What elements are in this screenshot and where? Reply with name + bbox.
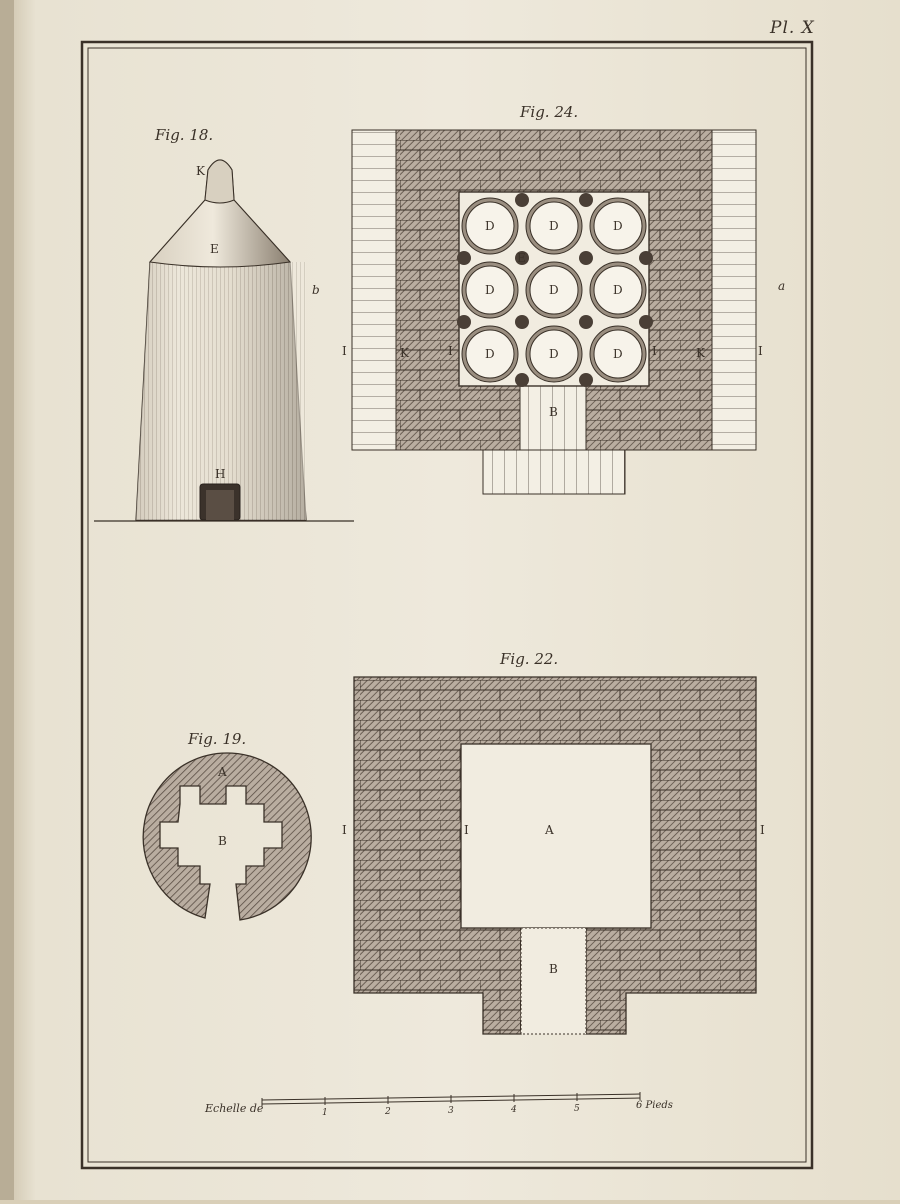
- fig22-label-b: B: [549, 962, 558, 976]
- fig24-front-entry: [483, 450, 625, 494]
- fuel-hole: [579, 373, 593, 387]
- pot-label-d: D: [485, 347, 495, 361]
- pot-label-d: D: [485, 283, 495, 297]
- pot-label-d: D: [613, 347, 623, 361]
- fuel-hole: [457, 251, 471, 265]
- scale-end-label: 6 Pieds: [636, 1100, 673, 1111]
- book-gutter: [0, 0, 14, 1200]
- fuel-hole: [579, 315, 593, 329]
- fig24-title: Fig. 24.: [520, 103, 579, 121]
- fuel-hole: [639, 315, 653, 329]
- fig24-label-k-right: K: [696, 346, 705, 360]
- pot-label-d: D: [613, 219, 623, 233]
- fig22-passage-b: [521, 928, 586, 1034]
- fig22-label-i-inner: I: [464, 823, 469, 837]
- fig18-label-k: K: [196, 164, 205, 178]
- scale-tick-label: 2: [385, 1107, 391, 1117]
- fig19-label-a: A: [218, 765, 227, 779]
- fig24-label-a: a: [778, 279, 786, 293]
- fig24-left-outer-wall: [352, 130, 396, 450]
- fig22-plan: [342, 650, 765, 1034]
- fuel-hole: [579, 251, 593, 265]
- fuel-hole: [515, 315, 529, 329]
- plate-number: Pl. X: [770, 18, 815, 38]
- scale-tick-label: 3: [448, 1106, 454, 1116]
- fig24-label-b: B: [549, 405, 558, 419]
- tower-hatching: [136, 262, 306, 520]
- fig24-plan: [342, 103, 785, 494]
- fig22-label-i-right: I: [760, 823, 765, 837]
- fig19-title: Fig. 19.: [188, 730, 247, 748]
- fig24-label-e: E: [517, 251, 526, 265]
- tower-door-inner: [206, 490, 234, 520]
- pot-label-d: D: [485, 219, 495, 233]
- scale-prefix: Echelle de: [205, 1102, 264, 1115]
- fig22-label-i-left: I: [342, 823, 347, 837]
- fig22-label-a: A: [545, 823, 554, 837]
- scale-tick-label: 1: [322, 1108, 328, 1118]
- pot-label-d: D: [549, 219, 559, 233]
- fig24-pots: [457, 193, 653, 387]
- fig24-right-outer-wall: [712, 130, 756, 450]
- fig24-label-k-left: K: [400, 346, 409, 360]
- scale-tick-label: 4: [511, 1105, 517, 1115]
- pot-label-d: D: [613, 283, 623, 297]
- pot-label-d: D: [549, 283, 559, 297]
- fig18-title: Fig. 18.: [155, 126, 214, 144]
- fig24-label-i-inner-left: I: [448, 344, 453, 358]
- fig22-title: Fig. 22.: [500, 650, 559, 668]
- fig19-label-b: B: [218, 834, 227, 848]
- fuel-hole: [515, 193, 529, 207]
- fig18-label-h: H: [215, 467, 226, 481]
- fuel-hole: [579, 193, 593, 207]
- fig24-label-i-left: I: [342, 344, 347, 358]
- fig18-label-e: E: [210, 242, 219, 256]
- fig24-label-i-inner-right: I: [652, 344, 657, 358]
- fig18-label-b: b: [312, 283, 320, 297]
- fig24-label-i-right: I: [758, 344, 763, 358]
- fuel-hole: [515, 373, 529, 387]
- fuel-hole: [457, 315, 471, 329]
- fig22-chamber-a: [461, 744, 651, 928]
- fuel-hole: [639, 251, 653, 265]
- scale-tick-label: 5: [574, 1104, 580, 1114]
- pot-label-d: D: [549, 347, 559, 361]
